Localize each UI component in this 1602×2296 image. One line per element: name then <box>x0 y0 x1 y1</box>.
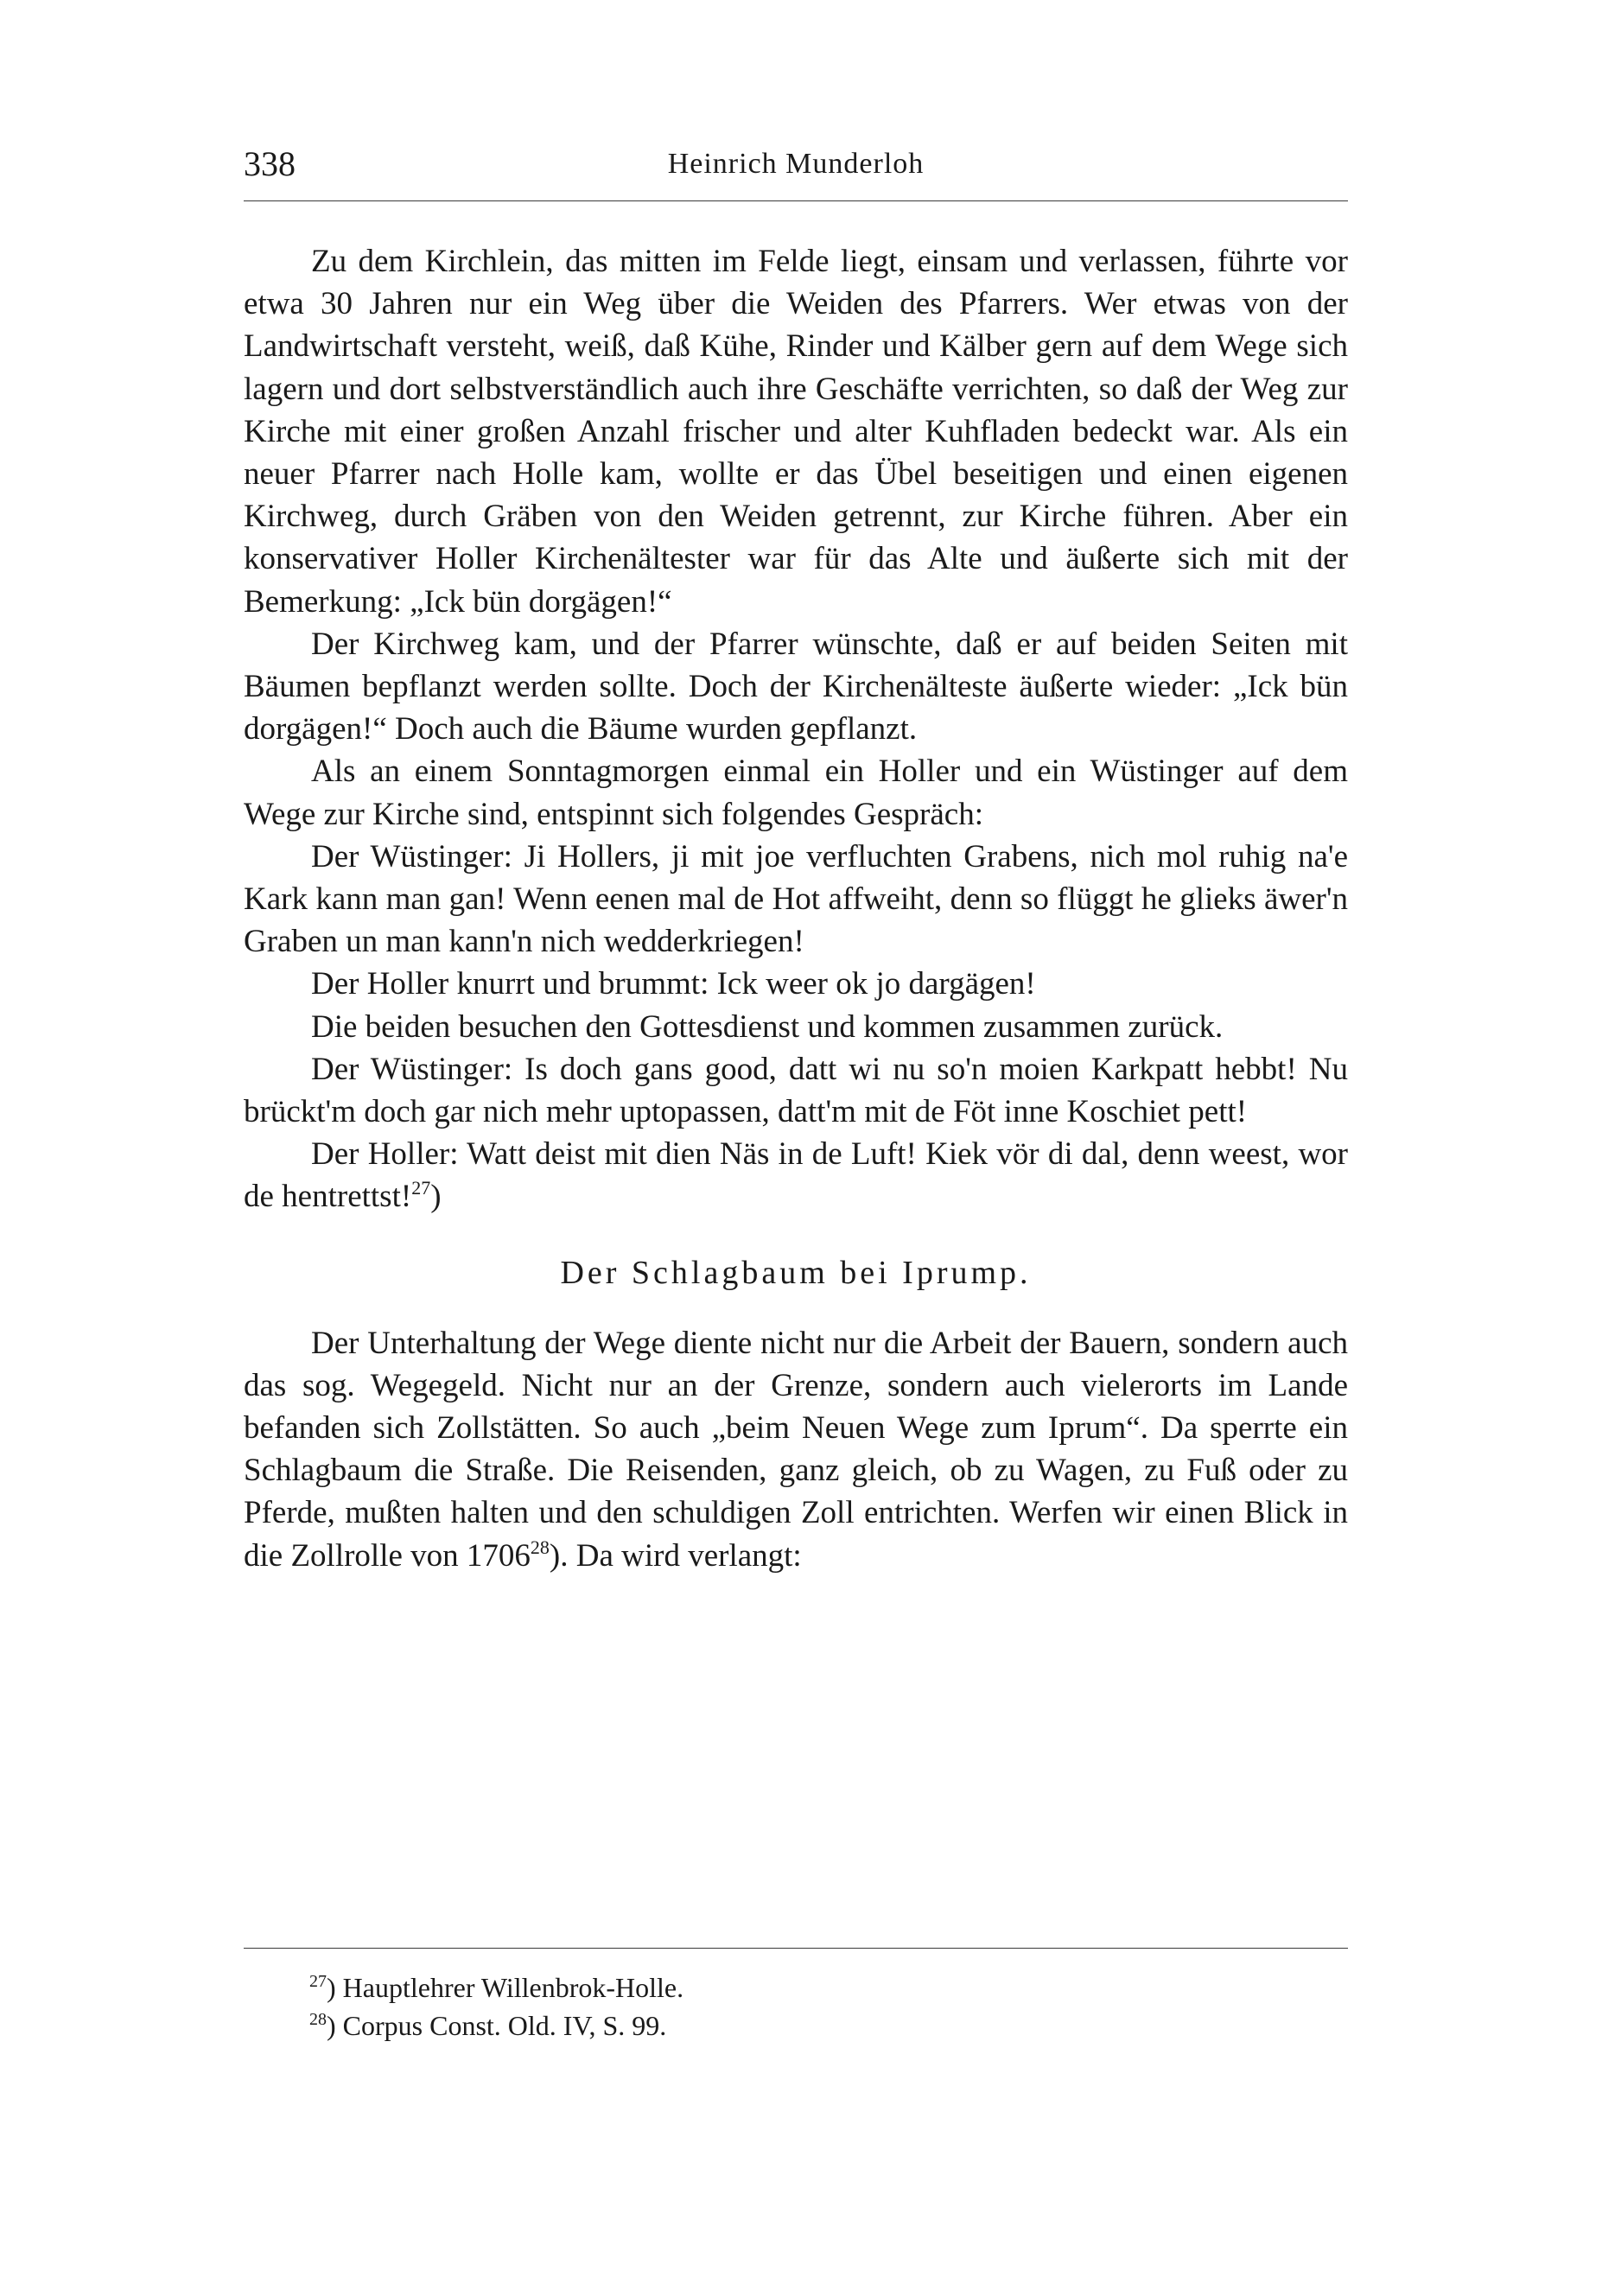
running-title: Heinrich Munderloh <box>667 148 925 180</box>
footnote-text: Hauptlehrer Willenbrok-Holle. <box>342 1972 684 2003</box>
paragraph-text: Der Unterhaltung der Wege diente nicht nur die Arbeit der Bauern, sondern auch das sog. Wegegeld. Nicht nur an der Grenze, sondern auch vielerorts im Lande befanden sich Zollstätten. So auch „beim Neuen Wege zum Iprum“. Da sperrte ein Schlagbaum die Straße. Die Reisenden, ganz gleich, ob zu Wagen, zu Fuß oder zu Pferde, mußten halten und den schuldigen Zoll entrichten. Werfen wir einen Blick in die Zollrolle von 1706 <box>244 1325 1348 1574</box>
footnote <box>309 2007 1303 2045</box>
paragraph: Der Wüstinger: Is doch gans good, datt wi nu so'n moien Karkpatt hebbt! Nu brückt'm doch gar nich mehr uptopassen, datt'm mit de Föt inne Koschiet pett! <box>244 1051 1348 1130</box>
page-header <box>244 138 1348 190</box>
paragraph: Der Wüstinger: Ji Hollers, ji mit joe verfluchten Grabens, nich mol ruhig na'e Kark kann man gan! Wenn eenen mal de Hot affweiht, denn so flüggt he glieks äwer'n Graben un man kann'n nich wedderkriegen! <box>244 838 1348 960</box>
section-heading: Der Schlagbaum bei Iprump. <box>560 1254 1032 1291</box>
footnote-ref: 27 <box>411 1177 431 1199</box>
paragraph <box>244 1322 1348 1577</box>
footnote-ref-close: ) <box>430 1179 442 1215</box>
footnotes <box>309 1968 1303 2045</box>
footnote-close: ) <box>327 2010 336 2041</box>
footnote-number: 28 <box>309 2010 327 2029</box>
paragraph: Der Holler knurrt und brummt: Ick weer ok jo dargägen! <box>311 966 1036 1002</box>
paragraph-text: Der Holler: Watt deist mit dien Näs in de Luft! Kiek vör di dal, denn weest, wor de hentrettst! <box>244 1136 1348 1215</box>
footnote-rule <box>244 1948 1348 1949</box>
footnote <box>309 1968 1303 2007</box>
paragraph: Der Kirchweg kam, und der Pfarrer wünschte, daß er auf beiden Seiten mit Bäumen bepflanzt werden sollte. Doch der Kirchenälteste äußerte wieder: „Ick bün dorgägen!“ Doch auch die Bäume wurden gepflanzt. <box>244 626 1348 747</box>
paragraph <box>244 1133 1348 1218</box>
paragraph-tail: ). Da wird verlangt: <box>549 1537 802 1574</box>
footnote-ref: 28 <box>530 1536 550 1558</box>
footnote-close: ) <box>327 1972 336 2003</box>
paragraph: Zu dem Kirchlein, das mitten im Felde liegt, einsam und verlassen, führte vor etwa 30 Jahren nur ein Weg über die Weiden des Pfarrers. Wer etwas von der Landwirtschaft versteht, weiß, daß Kühe, Rinder und Kälber gern auf dem Wege sich lagern und dort selbstverständlich auch ihre Geschäfte verrichten, so daß der Weg zur Kirche mit einer großen Anzahl frischer und alter Kuhfladen bedeckt war. Als ein neuer Pfarrer nach Holle kam, wollte er das Übel beseitigen und einen eigenen Kirchweg, durch Gräben von den Weiden getrennt, zur Kirche führen. Aber ein konservativer Holler Kirchenältester war für das Alte und äußerte sich mit der Bemerkung: „Ick bün dorgägen!“ <box>244 244 1348 620</box>
paragraph: Als an einem Sonntagmorgen einmal ein Holler und ein Wüstinger auf dem Wege zur Kirche sind, entspinnt sich folgendes Gespräch: <box>244 754 1348 832</box>
body-text <box>244 240 1348 1577</box>
page-number: 338 <box>244 144 296 183</box>
paragraph: Die beiden besuchen den Gottesdienst und kommen zusammen zurück. <box>311 1008 1224 1045</box>
header-rule <box>244 200 1348 201</box>
footnote-number: 27 <box>309 1972 327 1991</box>
footnote-text: Corpus Const. Old. IV, S. 99. <box>342 2010 667 2041</box>
